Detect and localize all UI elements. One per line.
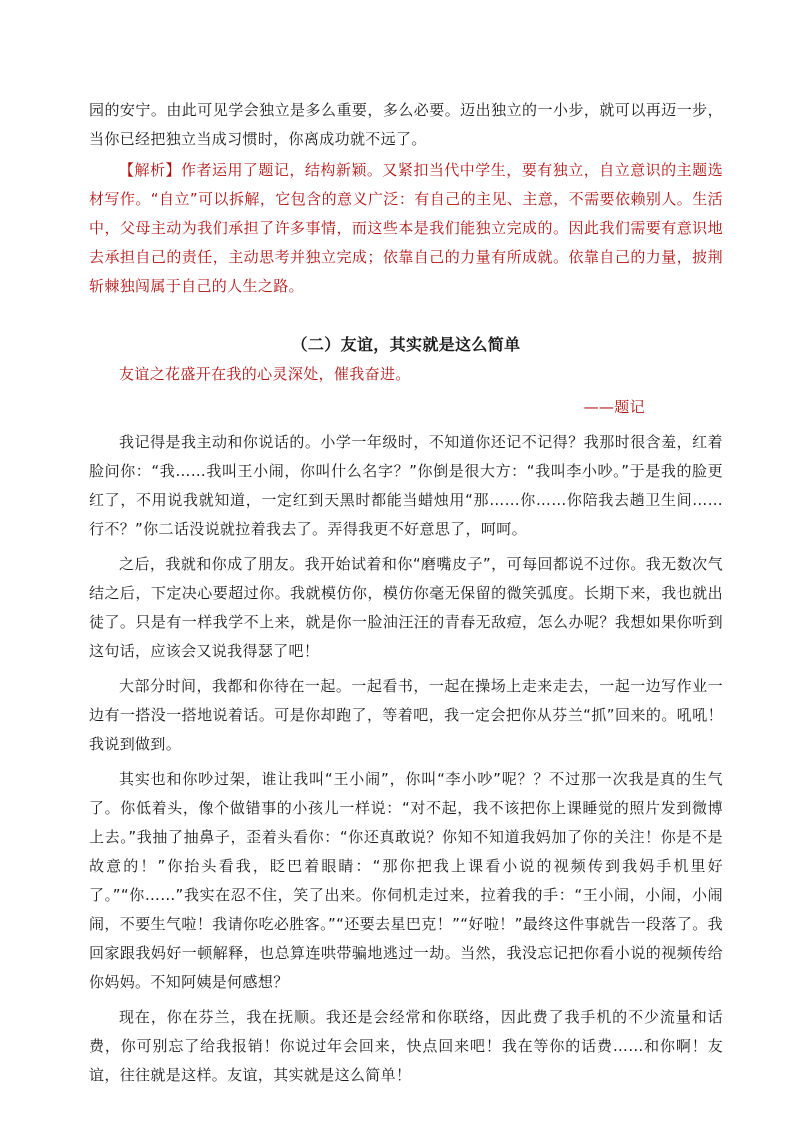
essay-paragraph-5: 现在，你在芬兰，我在抚顺。我还是会经常和你联络，因此费了我手机的不少流量和话费，你可别忘了给我报销！你说过年会回来，快点回来吧！我在等你的话费……和你啊！友谊，往往就是这样。友谊，其实就是这么简单！: [89, 1008, 723, 1084]
essay-paragraph-4: 其实也和你吵过架，谁让我叫“王小闹”，你叫“李小吵”呢？？不过那一次我是真的生气了。你低着头，像个做错事的小孩儿一样说：“对不起，我不该把你上课睡觉的照片发到微博上去。”我抽了抽鼻子，歪着头看你：“你还真敢说？你知不知道我妈加了你的关注！你是不是故意的！”你抬头看我，眨巴着眼睛：“那你把我上课看小说的视频传到我妈手机里好了。”“你……”我实在忍不住，笑了出来。你伺机走过来，拉着我的手：“王小闹，小闹，小闹闹，不要生气啦！我请你吃必胜客。”“还要去星巴克！”“好啦！”最终这件事就告一段落了。我回家跟我妈好一顿解释，也总算连哄带骗地逃过一劫。当然，我没忘记把你看小说的视频传给你妈妈。不知阿姨是何感想？: [89, 770, 723, 991]
essay-paragraph-2: 之后，我就和你成了朋友。我开始试着和你“磨嘴皮子”，可每回都说不过你。我无数次气结之后，下定决心要超过你。我就模仿你，模仿你毫无保留的微笑弧度。长期下来，我也就出徒了。只是有一样我学不上来，就是你一脸油汪汪的青春无敌痘，怎么办呢？我想如果你听到这句话，应该会又说我得瑟了吧！: [89, 555, 723, 660]
essay-paragraph-1: 我记得是我主动和你说话的。小学一年级时，不知道你还记不记得？我那时很含羞，红着脸问你：“我……我叫王小闹，你叫什么名字？”你倒是很大方：“我叫李小吵。”于是我的脸更红了，不用说我就知道，一定红到天黑时都能当蜡烛用“那……你……你陪我去趟卫生间……行不？”你二话没说就拉着我去了。弄得我更不好意思了，呵呵。: [89, 433, 723, 538]
epigraph-signature: ——题记: [583, 398, 645, 416]
document-page: [89, 96, 723, 1090]
essay-paragraph-3: 大部分时间，我都和你待在一起。一起看书，一起在操场上走来走去，一起一边写作业一边有一搭没一搭地说着话。可是你却跑了，等着吧，我一定会把你从芬兰“抓”回来的。吼吼！我说到做到。: [89, 677, 723, 753]
analysis-paragraph: [89, 156, 723, 301]
intro-paragraph: 园的安宁。由此可见学会独立是多么重要，多么必要。迈出独立的一小步，就可以再迈一步，当你已经把独立当成习惯时，你离成功就不远了。: [89, 101, 723, 148]
analysis-label: 【解析】: [119, 161, 181, 179]
analysis-text: 作者运用了题记，结构新颖。又紧扣当代中学生，要有独立，自立意识的主题选材写作。“自立”可以拆解，它包含的意义广泛：有自己的主见、主意，不需要依赖别人。生活中，父母主动为我们承担了许多事情，而这些本是我们能独立完成的。因此我们需要有意识地去承担自己的责任，主动思考并独立完成；依靠自己的力量有所成就。依靠自己的力量，披荆斩棘独闯属于自己的人生之路。: [89, 161, 723, 295]
essay-title: （二）友谊，其实就是这么简单: [291, 335, 521, 354]
essay-epigraph: 友谊之花盛开在我的心灵深处，催我奋进。: [119, 365, 411, 383]
